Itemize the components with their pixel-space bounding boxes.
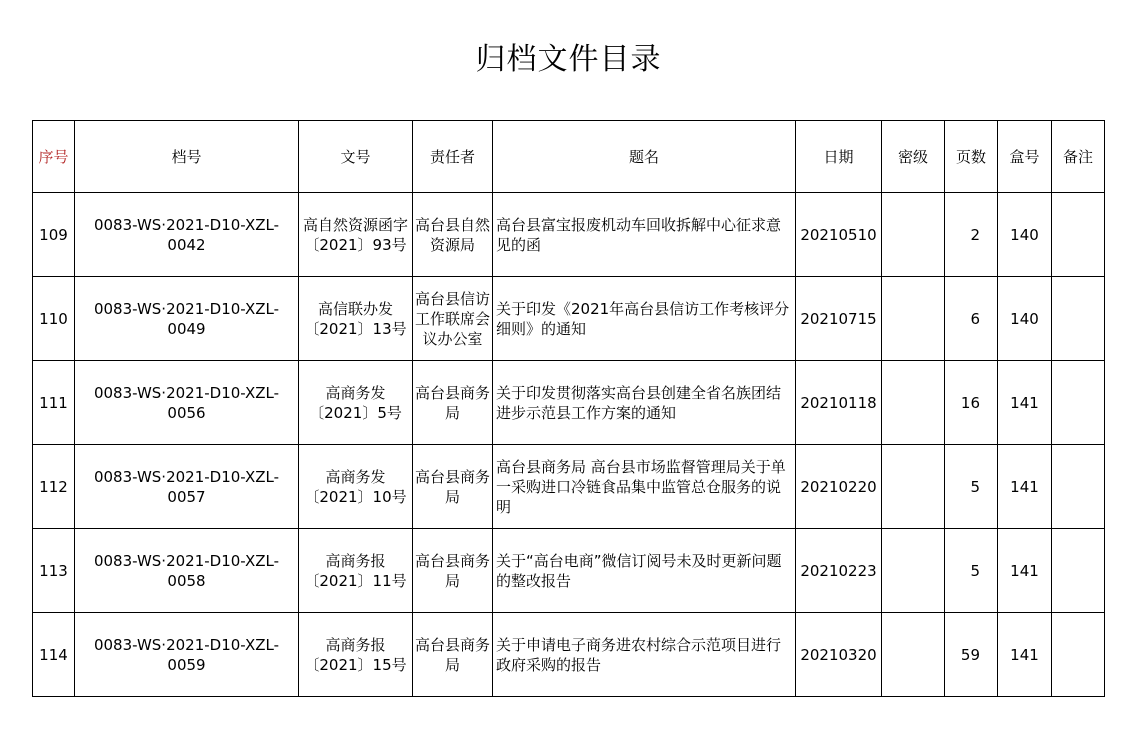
cell-box: 140 [998,277,1052,361]
cell-secrecy [882,277,945,361]
table-header-row [33,121,1105,193]
cell-author: 高台县商务局 [413,613,493,697]
cell-author: 高台县商务局 [413,361,493,445]
cell-subject: 关于印发《2021年高台县信访工作考核评分细则》的通知 [493,277,796,361]
cell-pages: 6 [945,277,998,361]
cell-box: 141 [998,529,1052,613]
cell-date: 20210118 [796,361,882,445]
cell-subject: 高台县富宝报废机动车回收拆解中心征求意见的函 [493,193,796,277]
cell-remarks [1052,613,1105,697]
archive-catalog-table [32,120,1105,697]
table-row [33,361,1105,445]
cell-remarks [1052,361,1105,445]
cell-archive-no: 0083-WS·2021-D10-XZL-0057 [75,445,299,529]
cell-author: 高台县商务局 [413,529,493,613]
cell-archive-no: 0083-WS·2021-D10-XZL-0058 [75,529,299,613]
cell-remarks [1052,529,1105,613]
table-row [33,193,1105,277]
cell-remarks [1052,277,1105,361]
cell-doc-no: 高商务报〔2021〕11号 [299,529,413,613]
header-secrecy: 密级 [882,121,945,193]
cell-seq: 109 [33,193,75,277]
header-subject: 题名 [493,121,796,193]
cell-remarks [1052,445,1105,529]
cell-date: 20210715 [796,277,882,361]
header-doc-no: 文号 [299,121,413,193]
cell-date: 20210510 [796,193,882,277]
cell-doc-no: 高自然资源函字〔2021〕93号 [299,193,413,277]
header-pages: 页数 [945,121,998,193]
header-remarks: 备注 [1052,121,1105,193]
cell-archive-no: 0083-WS·2021-D10-XZL-0056 [75,361,299,445]
cell-secrecy [882,529,945,613]
cell-archive-no: 0083-WS·2021-D10-XZL-0042 [75,193,299,277]
cell-doc-no: 高商务报〔2021〕15号 [299,613,413,697]
cell-seq: 112 [33,445,75,529]
cell-archive-no: 0083-WS·2021-D10-XZL-0049 [75,277,299,361]
cell-author: 高台县信访工作联席会议办公室 [413,277,493,361]
cell-seq: 114 [33,613,75,697]
header-box: 盒号 [998,121,1052,193]
cell-box: 140 [998,193,1052,277]
cell-pages: 2 [945,193,998,277]
cell-subject: 关于印发贯彻落实高台县创建全省名族团结进步示范县工作方案的通知 [493,361,796,445]
cell-seq: 113 [33,529,75,613]
cell-date: 20210220 [796,445,882,529]
cell-pages: 5 [945,445,998,529]
cell-subject: 关于“高台电商”微信订阅号未及时更新问题的整改报告 [493,529,796,613]
cell-secrecy [882,445,945,529]
cell-pages: 16 [945,361,998,445]
cell-doc-no: 高商务发〔2021〕10号 [299,445,413,529]
cell-date: 20210223 [796,529,882,613]
cell-seq: 111 [33,361,75,445]
cell-remarks [1052,193,1105,277]
table-row [33,613,1105,697]
cell-secrecy [882,193,945,277]
header-author: 责任者 [413,121,493,193]
cell-author: 高台县自然资源局 [413,193,493,277]
cell-box: 141 [998,361,1052,445]
cell-subject: 关于申请电子商务进农村综合示范项目进行政府采购的报告 [493,613,796,697]
cell-doc-no: 高商务发〔2021〕5号 [299,361,413,445]
table-row [33,445,1105,529]
cell-box: 141 [998,445,1052,529]
cell-secrecy [882,613,945,697]
cell-date: 20210320 [796,613,882,697]
table-row [33,529,1105,613]
cell-author: 高台县商务局 [413,445,493,529]
table-row [33,277,1105,361]
header-date: 日期 [796,121,882,193]
cell-pages: 5 [945,529,998,613]
cell-seq: 110 [33,277,75,361]
cell-pages: 59 [945,613,998,697]
header-seq: 序号 [33,121,75,193]
cell-box: 141 [998,613,1052,697]
cell-subject: 高台县商务局 高台县市场监督管理局关于单一采购进口冷链食品集中监管总仓服务的说明 [493,445,796,529]
cell-secrecy [882,361,945,445]
cell-archive-no: 0083-WS·2021-D10-XZL-0059 [75,613,299,697]
header-archive-no: 档号 [75,121,299,193]
cell-doc-no: 高信联办发〔2021〕13号 [299,277,413,361]
page-title: 归档文件目录 [475,42,662,77]
